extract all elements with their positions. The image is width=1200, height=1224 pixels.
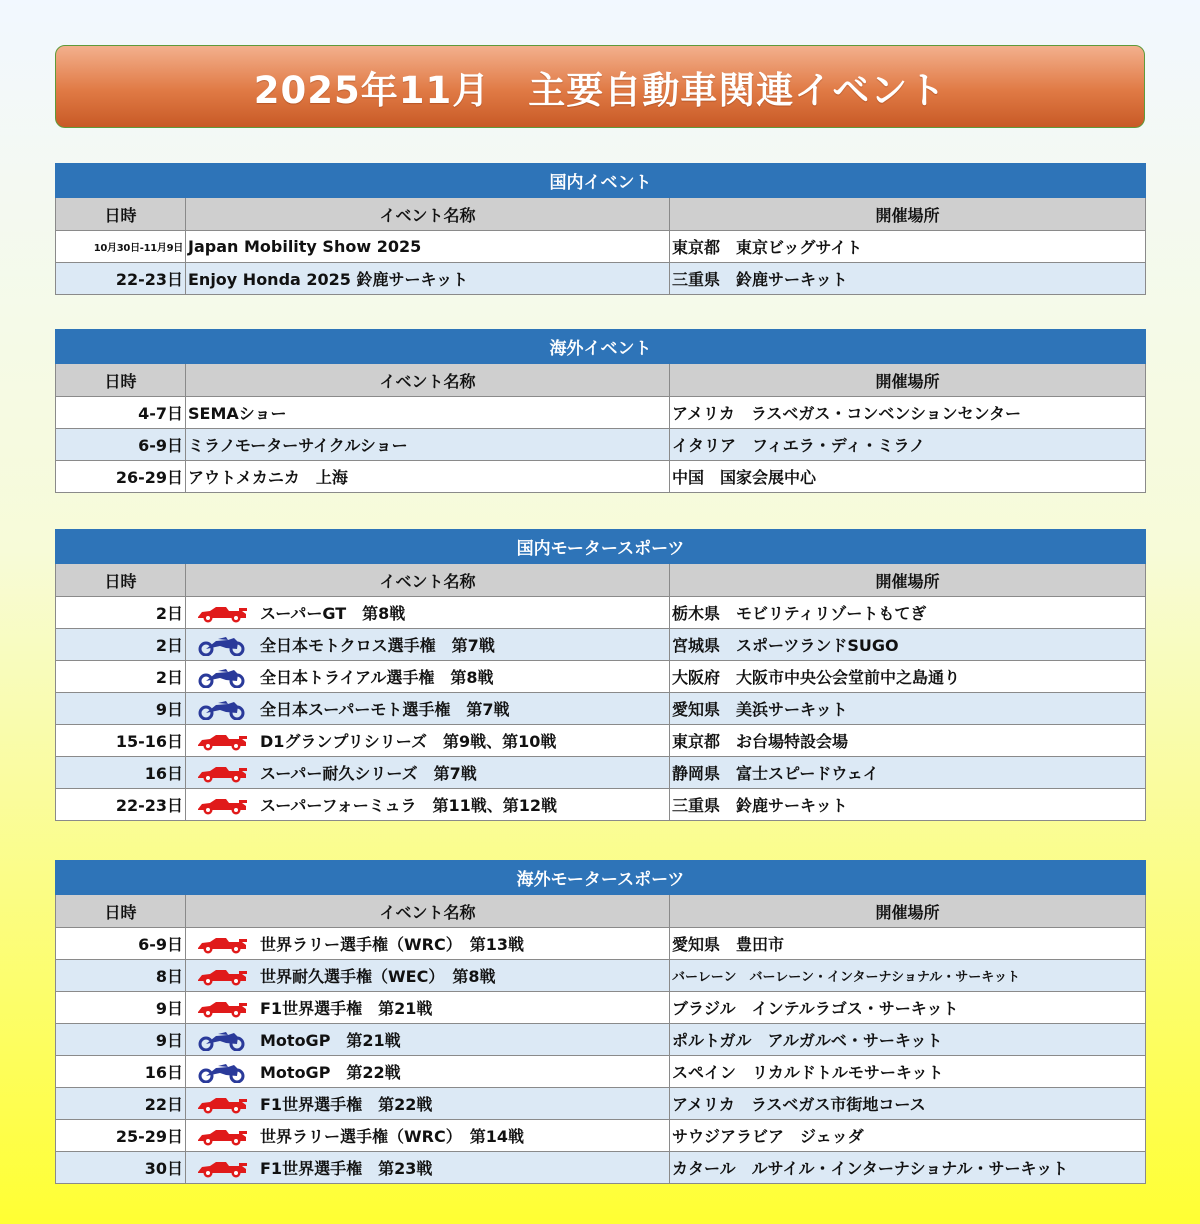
column-header-place: 開催場所: [670, 895, 1146, 928]
event-name-cell: [186, 928, 670, 960]
table-row: [56, 597, 1146, 629]
section-domestic-motorsports: [55, 529, 1145, 821]
event-date: 6-9日: [56, 928, 186, 960]
event-venue: ポルトガル アルガルベ・サーキット: [670, 1024, 1146, 1056]
event-date: 30日: [56, 1152, 186, 1184]
table-row: [56, 1024, 1146, 1056]
event-venue: サウジアラビア ジェッダ: [670, 1120, 1146, 1152]
race-car-icon: [196, 732, 248, 752]
section-heading: 国内モータースポーツ: [56, 530, 1146, 564]
event-name: 世界耐久選手権（WEC） 第8戦: [260, 966, 496, 986]
section-overseas-motorsports: [55, 860, 1145, 1184]
event-name-cell: [186, 960, 670, 992]
race-car-icon: [196, 1159, 248, 1179]
motorcycle-icon: [196, 1031, 248, 1051]
section-heading: 海外イベント: [56, 330, 1146, 364]
table-row: [56, 429, 1146, 461]
event-name-cell: [186, 629, 670, 661]
page-title-banner: [55, 45, 1145, 128]
column-header-name: イベント名称: [186, 364, 670, 397]
event-name: Japan Mobility Show 2025: [188, 237, 422, 256]
event-name: Enjoy Honda 2025 鈴鹿サーキット: [188, 270, 469, 289]
event-venue: イタリア フィエラ・ディ・ミラノ: [670, 429, 1146, 461]
event-name: 全日本モトクロス選手権 第7戦: [260, 635, 495, 655]
event-name-cell: [186, 757, 670, 789]
event-name: 世界ラリー選手権（WRC） 第14戦: [260, 1126, 524, 1146]
table-row: [56, 725, 1146, 757]
event-name-cell: [186, 1024, 670, 1056]
event-table: [55, 860, 1146, 1184]
event-name: 全日本トライアル選手権 第8戦: [260, 667, 494, 687]
race-car-icon: [196, 796, 248, 816]
section-domestic-events: [55, 163, 1145, 295]
event-date: 9日: [56, 1024, 186, 1056]
event-venue: 栃木県 モビリティリゾートもてぎ: [670, 597, 1146, 629]
event-venue: 宮城県 スポーツランドSUGO: [670, 629, 1146, 661]
event-venue: 三重県 鈴鹿サーキット: [670, 789, 1146, 821]
event-date: 22日: [56, 1088, 186, 1120]
event-date: 6-9日: [56, 429, 186, 461]
event-venue: 愛知県 豊田市: [670, 928, 1146, 960]
event-name: F1世界選手権 第21戦: [260, 998, 433, 1018]
event-name-cell: [186, 789, 670, 821]
event-date: 2日: [56, 597, 186, 629]
event-name: 世界ラリー選手権（WRC） 第13戦: [260, 934, 524, 954]
motorcycle-icon: [196, 700, 248, 720]
event-name-cell: [186, 1152, 670, 1184]
column-header-place: 開催場所: [670, 198, 1146, 231]
event-venue: 東京都 お台場特設会場: [670, 725, 1146, 757]
event-name-cell: [186, 461, 670, 493]
column-header-place: 開催場所: [670, 564, 1146, 597]
table-row: [56, 693, 1146, 725]
event-name-cell: [186, 661, 670, 693]
table-row: [56, 960, 1146, 992]
table-row: [56, 1088, 1146, 1120]
motorcycle-icon: [196, 668, 248, 688]
table-row: [56, 231, 1146, 263]
motorcycle-icon: [196, 636, 248, 656]
race-car-icon: [196, 764, 248, 784]
section-heading: 国内イベント: [56, 164, 1146, 198]
event-name-cell: [186, 1056, 670, 1088]
event-table: [55, 163, 1146, 295]
event-name: ミラノモーターサイクルショー: [188, 436, 408, 455]
column-header-date: 日時: [56, 364, 186, 397]
event-name-cell: [186, 1088, 670, 1120]
event-venue: アメリカ ラスベガス・コンベンションセンター: [670, 397, 1146, 429]
race-car-icon: [196, 604, 248, 624]
event-name-cell: [186, 1120, 670, 1152]
event-name: D1グランプリシリーズ 第9戦、第10戦: [260, 731, 557, 751]
event-venue: アメリカ ラスベガス市街地コース: [670, 1088, 1146, 1120]
column-header-date: 日時: [56, 198, 186, 231]
event-name: MotoGP 第21戦: [260, 1030, 401, 1050]
event-date: 16日: [56, 1056, 186, 1088]
event-venue: 大阪府 大阪市中央公会堂前中之島通り: [670, 661, 1146, 693]
event-date: 15-16日: [56, 725, 186, 757]
table-row: [56, 461, 1146, 493]
event-name-cell: [186, 231, 670, 263]
table-row: [56, 1056, 1146, 1088]
event-date: 22-23日: [56, 263, 186, 295]
event-table: [55, 529, 1146, 821]
event-name-cell: [186, 992, 670, 1024]
event-venue: 東京都 東京ビッグサイト: [670, 231, 1146, 263]
event-table: [55, 329, 1146, 493]
event-name: F1世界選手権 第22戦: [260, 1094, 433, 1114]
table-row: [56, 789, 1146, 821]
event-venue: スペイン リカルドトルモサーキット: [670, 1056, 1146, 1088]
race-car-icon: [196, 935, 248, 955]
event-name: F1世界選手権 第23戦: [260, 1158, 433, 1178]
table-row: [56, 992, 1146, 1024]
race-car-icon: [196, 999, 248, 1019]
event-venue: 中国 国家会展中心: [670, 461, 1146, 493]
event-date: 16日: [56, 757, 186, 789]
table-row: [56, 263, 1146, 295]
section-heading: 海外モータースポーツ: [56, 861, 1146, 895]
event-venue: カタール ルサイル・インターナショナル・サーキット: [670, 1152, 1146, 1184]
race-car-icon: [196, 1095, 248, 1115]
event-date: 2日: [56, 661, 186, 693]
event-venue: ブラジル インテルラゴス・サーキット: [670, 992, 1146, 1024]
event-date: 2日: [56, 629, 186, 661]
event-date: 4-7日: [56, 397, 186, 429]
event-name: スーパーGT 第8戦: [260, 603, 406, 623]
section-overseas-events: [55, 329, 1145, 493]
event-name-cell: [186, 693, 670, 725]
column-header-name: イベント名称: [186, 895, 670, 928]
table-row: [56, 629, 1146, 661]
table-row: [56, 1120, 1146, 1152]
event-name-cell: [186, 429, 670, 461]
event-name: スーパー耐久シリーズ 第7戦: [260, 763, 477, 783]
motorcycle-icon: [196, 1063, 248, 1083]
event-venue: バーレーン バーレーン・インターナショナル・サーキット: [670, 960, 1146, 992]
race-car-icon: [196, 1127, 248, 1147]
event-name-cell: [186, 725, 670, 757]
column-header-place: 開催場所: [670, 364, 1146, 397]
event-date: 26-29日: [56, 461, 186, 493]
event-date: 9日: [56, 693, 186, 725]
race-car-icon: [196, 967, 248, 987]
table-row: [56, 928, 1146, 960]
event-name-cell: [186, 597, 670, 629]
event-venue: 静岡県 富士スピードウェイ: [670, 757, 1146, 789]
table-row: [56, 1152, 1146, 1184]
event-name: MotoGP 第22戦: [260, 1062, 401, 1082]
event-date: 8日: [56, 960, 186, 992]
column-header-date: 日時: [56, 564, 186, 597]
event-venue: 三重県 鈴鹿サーキット: [670, 263, 1146, 295]
event-name: スーパーフォーミュラ 第11戦、第12戦: [260, 795, 558, 815]
event-date: 22-23日: [56, 789, 186, 821]
column-header-name: イベント名称: [186, 564, 670, 597]
table-row: [56, 661, 1146, 693]
event-date: 25-29日: [56, 1120, 186, 1152]
event-name-cell: [186, 263, 670, 295]
column-header-name: イベント名称: [186, 198, 670, 231]
page-title: 2025年11月 主要自動車関連イベント: [253, 68, 947, 112]
event-name-cell: [186, 397, 670, 429]
event-name: 全日本スーパーモト選手権 第7戦: [260, 699, 510, 719]
table-row: [56, 757, 1146, 789]
event-date: 10月30日-11月9日: [56, 231, 186, 263]
table-row: [56, 397, 1146, 429]
event-name: アウトメカニカ 上海: [188, 468, 348, 487]
event-venue: 愛知県 美浜サーキット: [670, 693, 1146, 725]
event-date: 9日: [56, 992, 186, 1024]
event-name: SEMAショー: [188, 404, 287, 423]
column-header-date: 日時: [56, 895, 186, 928]
